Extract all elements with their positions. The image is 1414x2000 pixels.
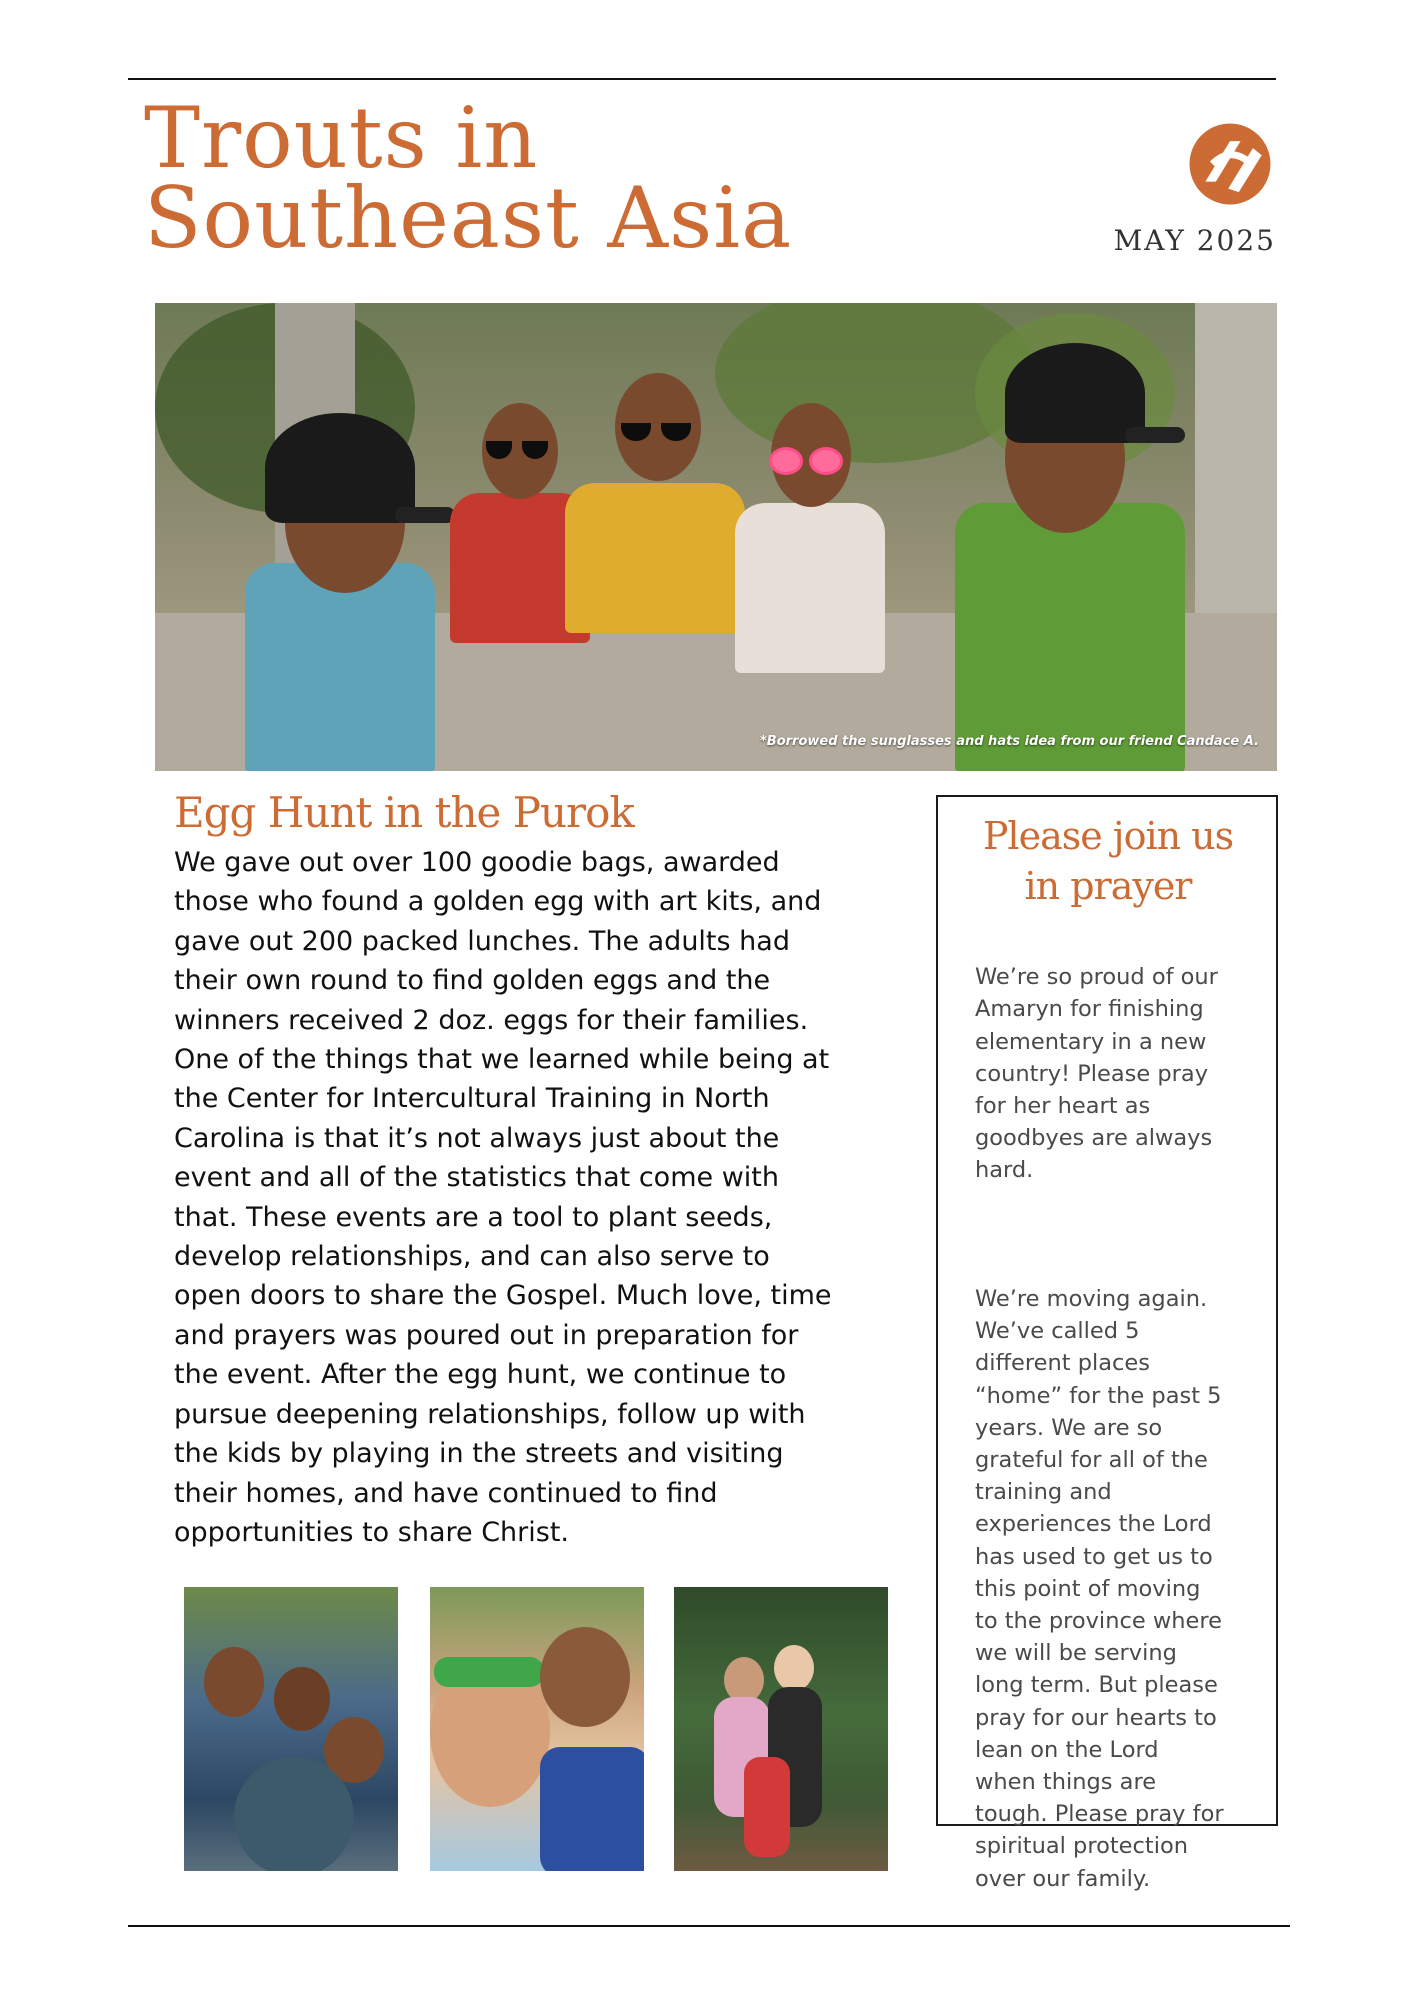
prayer-title-line-1: Please join us bbox=[982, 814, 1234, 858]
brand-logo-icon bbox=[1186, 120, 1274, 208]
sunglasses-icon bbox=[621, 423, 701, 443]
prayer-paragraph-1: We’re so proud of our Amaryn for finishing elementary in a new country! Please pray for her heart as goodbyes are always hard. bbox=[975, 964, 1218, 1184]
prayer-paragraph-2: We’re moving again. We’ve called 5 different places “home” for the past 5 years. We are so grateful for all of the training and experiences the Lord has used to get us to this point of moving to the province where we will be serving long term. But please pray for our hearts to lean on the Lord when things are tough. Please pray for spiritual protection over our family. bbox=[975, 1286, 1224, 1892]
hero-photo bbox=[155, 303, 1277, 771]
title-line-1: Trouts in bbox=[144, 89, 539, 187]
heart-sunglasses-icon bbox=[769, 447, 849, 467]
cap-icon bbox=[1005, 343, 1145, 443]
prayer-title bbox=[938, 811, 1278, 911]
egg-hunt-photo-family bbox=[674, 1587, 888, 1871]
prayer-sidebar bbox=[936, 795, 1278, 1892]
egg-hunt-photo-selfie bbox=[430, 1587, 644, 1871]
prayer-body bbox=[975, 929, 1265, 1927]
top-divider bbox=[128, 78, 1276, 80]
article-body: We gave out over 100 goodie bags, awarded those who found a golden egg with art kits, and gave out 200 packed lunches. The adults had their own round to find golden eggs and the winners received 2 doz. eggs for their families. One of the things that we learned while being at the Center for Intercultural Training in North Carolina is that it’s not always just about the event and all of the statistics that come with that. These events are a tool to plant seeds, develop relationships, and can also serve to open doors to share the Gospel. Much love, time and prayers was poured out in preparation for the event. After the egg hunt, we continue to pursue deepening relationships, follow up with the kids by playing in the streets and visiting their homes, and have continued to find opportunities to share Christ. bbox=[174, 847, 832, 1548]
bottom-divider bbox=[128, 1925, 1290, 1927]
photo-credit: *Borrowed the sunglasses and hats idea from our friend Candace A. bbox=[760, 734, 1259, 749]
egg-hunt-photo-crowd bbox=[184, 1587, 398, 1871]
article-title: Egg Hunt in the Purok bbox=[174, 788, 634, 837]
title-line-2: Southeast Asia bbox=[144, 169, 793, 267]
prayer-title-line-2: in prayer bbox=[1024, 864, 1192, 908]
cap-icon bbox=[265, 413, 415, 523]
newsletter-title bbox=[144, 89, 844, 267]
issue-date: MAY 2025 bbox=[1113, 224, 1276, 257]
sunglasses-icon bbox=[486, 441, 556, 461]
